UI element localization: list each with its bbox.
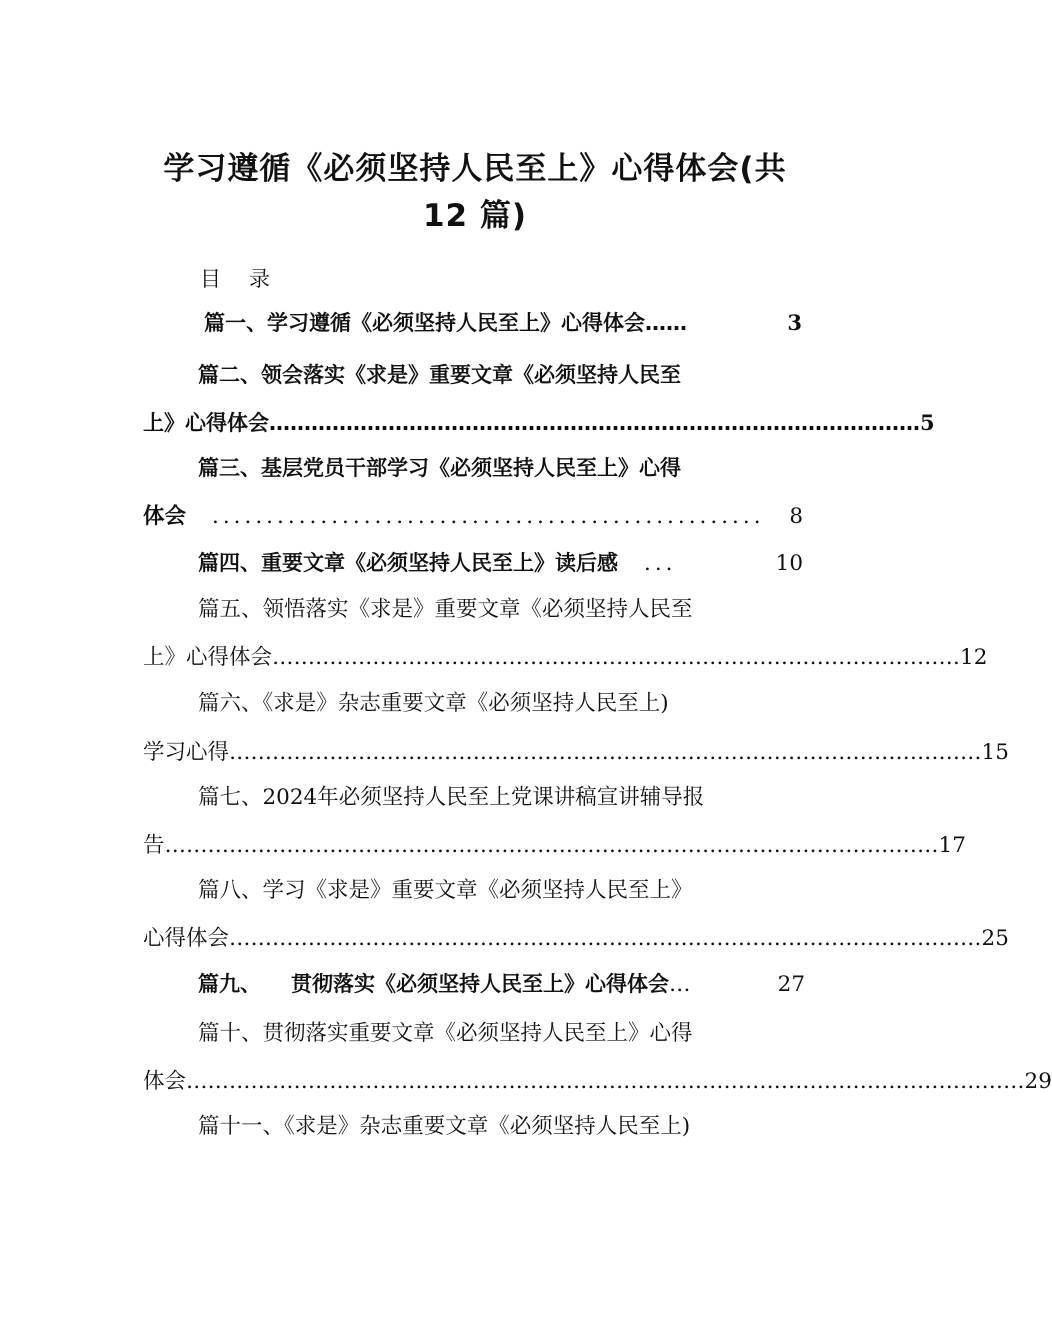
- toc-heading: 目录: [200, 267, 298, 291]
- toc-entry-9[interactable]: [198, 969, 805, 1000]
- toc-entry-title-prefix: 篇九、: [198, 972, 261, 996]
- toc-entry-title: 心得体会: [143, 926, 230, 951]
- toc-entry-title: 篇一、学习遵循《必须坚持人民至上》心得体会: [204, 311, 645, 335]
- toc-entry-7-line-2[interactable]: [143, 831, 966, 861]
- toc-entry-6-line-1[interactable]: [198, 689, 798, 719]
- toc-leader-dots: ………………………………………………………………………………………………………: [186, 1069, 1025, 1094]
- toc-entry-title: 篇六、《求是》杂志重要文章《必须坚持人民至上): [198, 691, 669, 716]
- toc-leader-dots: ...................................................: [212, 504, 765, 529]
- document-title-line-1: 学习遵循《必须坚持人民至上》心得体会(共: [163, 151, 787, 187]
- toc-entry-title: 篇五、领悟落实《求是》重要文章《必须坚持人民至: [198, 597, 693, 622]
- toc-entry-4[interactable]: [198, 548, 803, 579]
- toc-leader-dots: ……………………………………………………………………………………: [272, 645, 961, 670]
- toc-entry-title: 篇三、基层党员干部学习《必须坚持人民至上》心得: [198, 456, 681, 480]
- document-title-line-2: 12 篇): [422, 198, 528, 234]
- toc-page-number: 10: [775, 551, 803, 576]
- toc-entry-title: 告: [143, 833, 165, 858]
- toc-page-number: 29: [1024, 1069, 1052, 1094]
- toc-entry-11-line-1[interactable]: [198, 1112, 798, 1142]
- toc-page-number: 3: [787, 310, 802, 335]
- toc-leader-dots: ...: [644, 551, 677, 576]
- toc-page-number: 17: [938, 833, 966, 858]
- toc-leader-dots: …: [669, 972, 691, 997]
- toc-entry-title: 篇八、学习《求是》重要文章《必须坚持人民至上》: [198, 878, 693, 903]
- toc-entry-10-line-1[interactable]: [198, 1019, 798, 1049]
- toc-leader-dots: ……: [645, 311, 687, 335]
- toc-entry-title: 篇四、重要文章《必须坚持人民至上》读后感: [198, 551, 618, 575]
- toc-entry-title: 体会: [143, 1069, 187, 1094]
- toc-leader-dots: …………………………………………………………………………………: [269, 411, 920, 435]
- toc-entry-title: 体会: [143, 504, 187, 529]
- toc-entry-title: 篇二、领会落实《求是》重要文章《必须坚持人民至: [198, 363, 681, 387]
- toc-entry-8-line-2[interactable]: [143, 924, 1009, 954]
- toc-entry-5-line-2[interactable]: [143, 643, 988, 673]
- toc-leader-dots: ………………………………………………………………………………………………: [164, 833, 939, 858]
- toc-entry-8-line-1[interactable]: [198, 876, 798, 906]
- toc-page-number: 5: [920, 410, 935, 435]
- toc-entry-7-line-1[interactable]: [198, 783, 808, 813]
- toc-entry-title: 篇十、贯彻落实重要文章《必须坚持人民至上》心得: [198, 1021, 693, 1046]
- toc-entry-title: 贯彻落实《必须坚持人民至上》心得体会: [291, 972, 669, 996]
- toc-page-number: 15: [981, 740, 1009, 765]
- toc-entry-title: 上》心得体会: [143, 411, 269, 435]
- toc-entry-title: 篇十一、《求是》杂志重要文章《必须坚持人民至上): [198, 1114, 691, 1139]
- toc-entry-title: 篇七、2024年必须坚持人民至上党课讲稿宣讲辅导报: [198, 785, 705, 810]
- toc-leader-dots: ……………………………………………………………………………………………: [229, 740, 982, 765]
- toc-entry-2-line-2[interactable]: [143, 408, 935, 438]
- toc-page-number: 25: [981, 926, 1009, 951]
- toc-page-number: 12: [960, 645, 988, 670]
- toc-page-number: 27: [777, 972, 805, 997]
- toc-entry-2-line-1[interactable]: [198, 360, 798, 390]
- toc-entry-6-line-2[interactable]: [143, 738, 1009, 768]
- toc-entry-1[interactable]: [204, 308, 802, 338]
- toc-entry-5-line-1[interactable]: [198, 595, 798, 625]
- toc-entry-3-line-2[interactable]: [143, 502, 803, 532]
- toc-entry-3-line-1[interactable]: [198, 453, 798, 483]
- toc-entry-title: 学习心得: [143, 740, 230, 765]
- toc-leader-dots: ……………………………………………………………………………………………: [229, 926, 982, 951]
- toc-page-number: 8: [789, 504, 803, 529]
- toc-entry-10-line-2[interactable]: [143, 1067, 1052, 1097]
- toc-entry-title: 上》心得体会: [143, 645, 273, 670]
